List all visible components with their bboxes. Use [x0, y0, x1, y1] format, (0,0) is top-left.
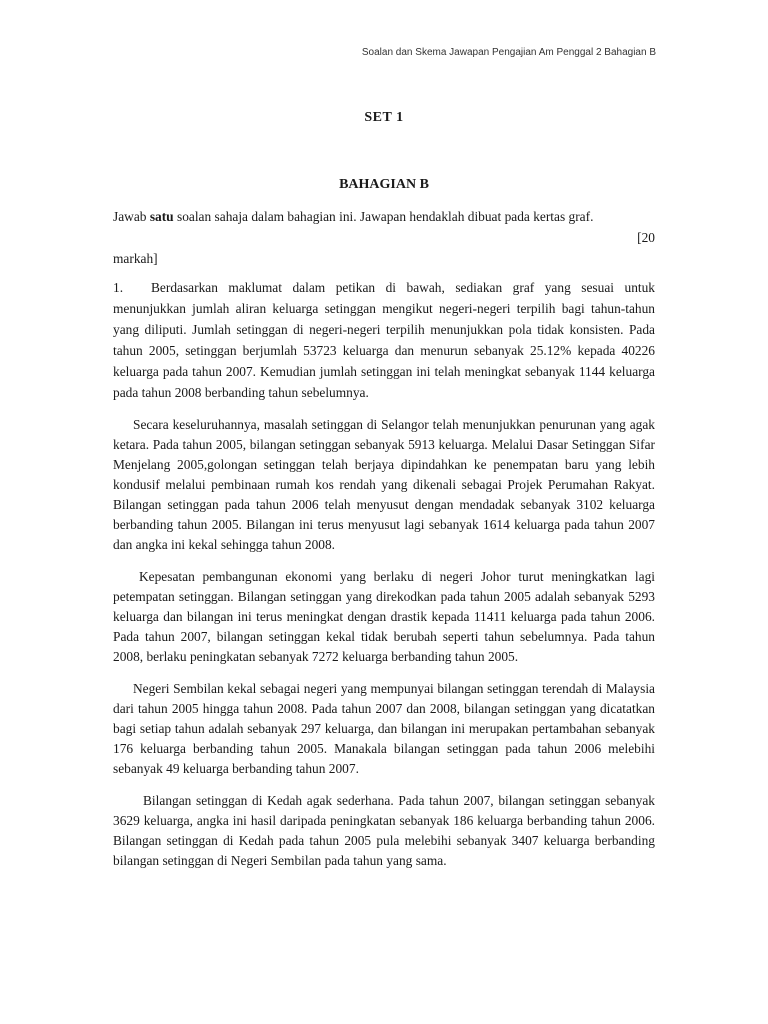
marks-close: markah]: [113, 251, 158, 266]
question-text: Berdasarkan maklumat dalam petikan di bawah, sediakan graf yang sesuai untuk menunjukkan jumlah aliran keluarga setinggan mengikut negeri-negeri terpilih bagi tahun-tahun yang diliputi. Jumlah setinggan di negeri-negeri terpilih menunjukkan pola tidak konsisten. Pada tahun 2005, setinggan berjumlah 53723 keluarga dan menurun sebanyak 25.12% kepada 40226 keluarga pada tahun 2007. Kemudian jumlah setinggan ini telah meningkat sebanyak 1144 keluarga pada tahun 2008 berbanding tahun sebelumnya.: [113, 280, 655, 400]
instruction-prefix: Jawab: [113, 209, 150, 224]
section-title: BAHAGIAN B: [339, 177, 429, 192]
paragraph-kedah: Bilangan setinggan di Kedah agak sederhana. Pada tahun 2007, bilangan setinggan sebanyak 3629 keluarga, angka ini hasil daripada peningkatan sebanyak 186 keluarga berbanding tahun 2006. Bilangan setinggan di Kedah pada tahun 2005 pula melebihi sebanyak 3407 keluarga berbanding bilangan setinggan di Negeri Sembilan pada tahun yang sama.: [113, 793, 655, 868]
document-body: [113, 206, 655, 883]
question-number: 1.: [113, 280, 124, 295]
set-title: SET 1: [364, 110, 404, 125]
running-header: Soalan dan Skema Jawapan Pengajian Am Penggal 2 Bahagian B: [361, 47, 656, 58]
instruction-bold-word: satu: [149, 209, 174, 224]
marks-open: [20: [637, 230, 655, 245]
paragraph-johor: Kepesatan pembangunan ekonomi yang berlaku di negeri Johor turut meningkatkan lagi petempatan setinggan. Bilangan setinggan yang direkodkan pada tahun 2005 adalah sebanyak 5293 keluarga dan bilangan ini terus meningkat dengan drastik kepada 11411 keluarga pada tahun 2006. Pada tahun 2007, bilangan setinggan kekal tidak berubah seperti tahun sebelumnya. Pada tahun 2008, berlaku peningkatan sebanyak 7272 keluarga berbanding tahun 2005.: [113, 569, 655, 664]
paragraph-negeri-sembilan: Negeri Sembilan kekal sebagai negeri yang mempunyai bilangan setinggan terendah di Malaysia dari tahun 2005 hingga tahun 2008. Pada tahun 2007 dan 2008, bilangan setinggan yang dicatatkan bagi setiap tahun adalah sebanyak 297 keluarga, dan bilangan ini merupakan pertambahan sebanyak 176 keluarga berbanding tahun 2005. Manakala bilangan setinggan pada tahun 2006 melebihi sebanyak 49 keluarga berbanding tahun 2007.: [113, 681, 655, 776]
question-1: [113, 277, 655, 403]
instruction-suffix: soalan sahaja dalam bahagian ini. Jawapan hendaklah dibuat pada kertas graf.: [173, 209, 594, 224]
instruction-line: [113, 206, 655, 227]
paragraph-selangor: Secara keseluruhannya, masalah setinggan di Selangor telah menunjukkan penurunan yang agak ketara. Pada tahun 2005, bilangan setinggan sebanyak 5913 keluarga. Melalui Dasar Setinggan Sifar Menjelang 2005,golongan setinggan telah berjaya dipindahkan ke penempatan baru yang lebih kondusif melalui pembinaan rumah kos rendah yang dikenali sebagai Projek Perumahan Rakyat. Bilangan setinggan pada tahun 2006 telah menyusut dengan mendadak sebanyak 3102 keluarga berbanding tahun 2005. Bilangan ini terus menyusut lagi sebanyak 1614 keluarga pada tahun 2007 dan angka ini kekal sehingga tahun 2008.: [113, 417, 655, 552]
